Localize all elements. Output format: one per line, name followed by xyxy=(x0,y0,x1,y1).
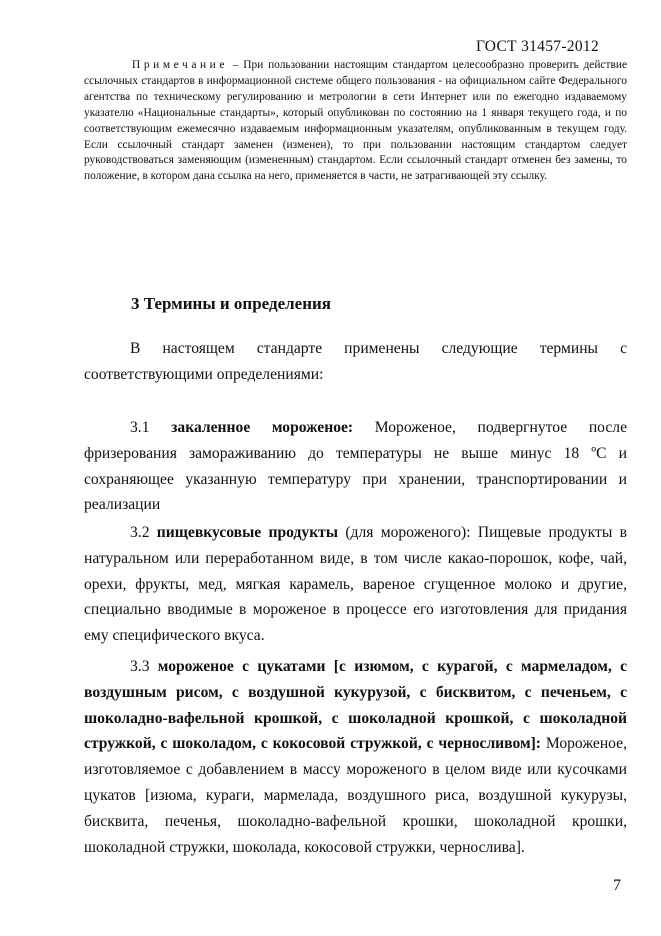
document-header: ГОСТ 31457-2012 xyxy=(475,38,599,55)
definition-term: мороженое с цукатами [с изюмом, с курагой, с мармеладом, с воздушным рисом, с воздушной кукурузой, с бисквитом, с печеньем, с шоколадно-вафельной крошкой, с шоколадной крошкой, с шоколадной стружкой, с шоколадом, с кокосовой стружкой, с черносливом]: xyxy=(84,658,627,753)
page-number: 7 xyxy=(613,877,621,894)
definition-number: 3.1 xyxy=(130,419,172,436)
definition-text: Пищевые продукты в натуральном или переработанном виде, в том числе какао-порошок, кофе, чай, орехи, фрукты, мед, мягкая карамель, вареное сгущенное молоко и другие, специально вводимые в мороженое в процессе его изготовления для придания ему специфического вкуса. xyxy=(84,524,627,645)
definition-3-1 xyxy=(84,415,627,518)
section-intro-text: В настоящем стандарте применены следующие термины с соответствующими определениями: xyxy=(84,340,627,383)
definition-term: закаленное мороженое: xyxy=(171,419,354,436)
definition-text: Мороженое, подвергнутое после фризерования замораживанию до температуры не выше минус 18 ºС и сохраняющее указанную температуру при хранении, транспортировании и реализации xyxy=(84,419,627,514)
definition-qualifier: (для мороженого): xyxy=(338,524,471,541)
definition-3-3 xyxy=(84,654,627,860)
definition-term: пищевкусовые продукты xyxy=(156,524,339,541)
reference-note xyxy=(84,58,627,185)
definition-number: 3.2 xyxy=(130,524,157,541)
note-label: Примечание xyxy=(132,59,229,71)
note-text: – При пользовании настоящим стандартом целесообразно проверить действие ссылочных стандартов в информационной системе общего пользования - на официальном сайте Федерального агентства по техническому регулированию и метрологии в сети Интернет или по ежегодно издаваемому указателю «Национальные стандарты», который опубликован по состоянию на 1 января текущего года, и по соответствующим ежемесячно издаваемым информационным указателям, опубликованным в текущем году. Если ссылочный стандарт заменен (изменен), то при пользовании настоящим стандартом следует руководствоваться заменяющим (измененным) стандартом. Если ссылочный стандарт отменен без замены, то положение, в котором дана ссылка на него, применяется в части, не затрагивающей эту ссылку. xyxy=(84,59,627,183)
definition-text: Мороженое, изготовляемое с добавлением в массу мороженого в целом виде или кусочками цукатов [изюма, кураги, мармелада, воздушного риса, воздушной кукурузы, бисквита, печенья, шоколадно-вафельной крошки, шоколадной крошки, шоколадной стружки, шоколада, кокосовой стружки, чернослива]. xyxy=(84,735,627,856)
section-title: 3 Термины и определения xyxy=(131,294,332,313)
section-intro xyxy=(84,336,627,388)
definition-number: 3.3 xyxy=(130,658,158,675)
definition-3-2 xyxy=(84,520,627,649)
